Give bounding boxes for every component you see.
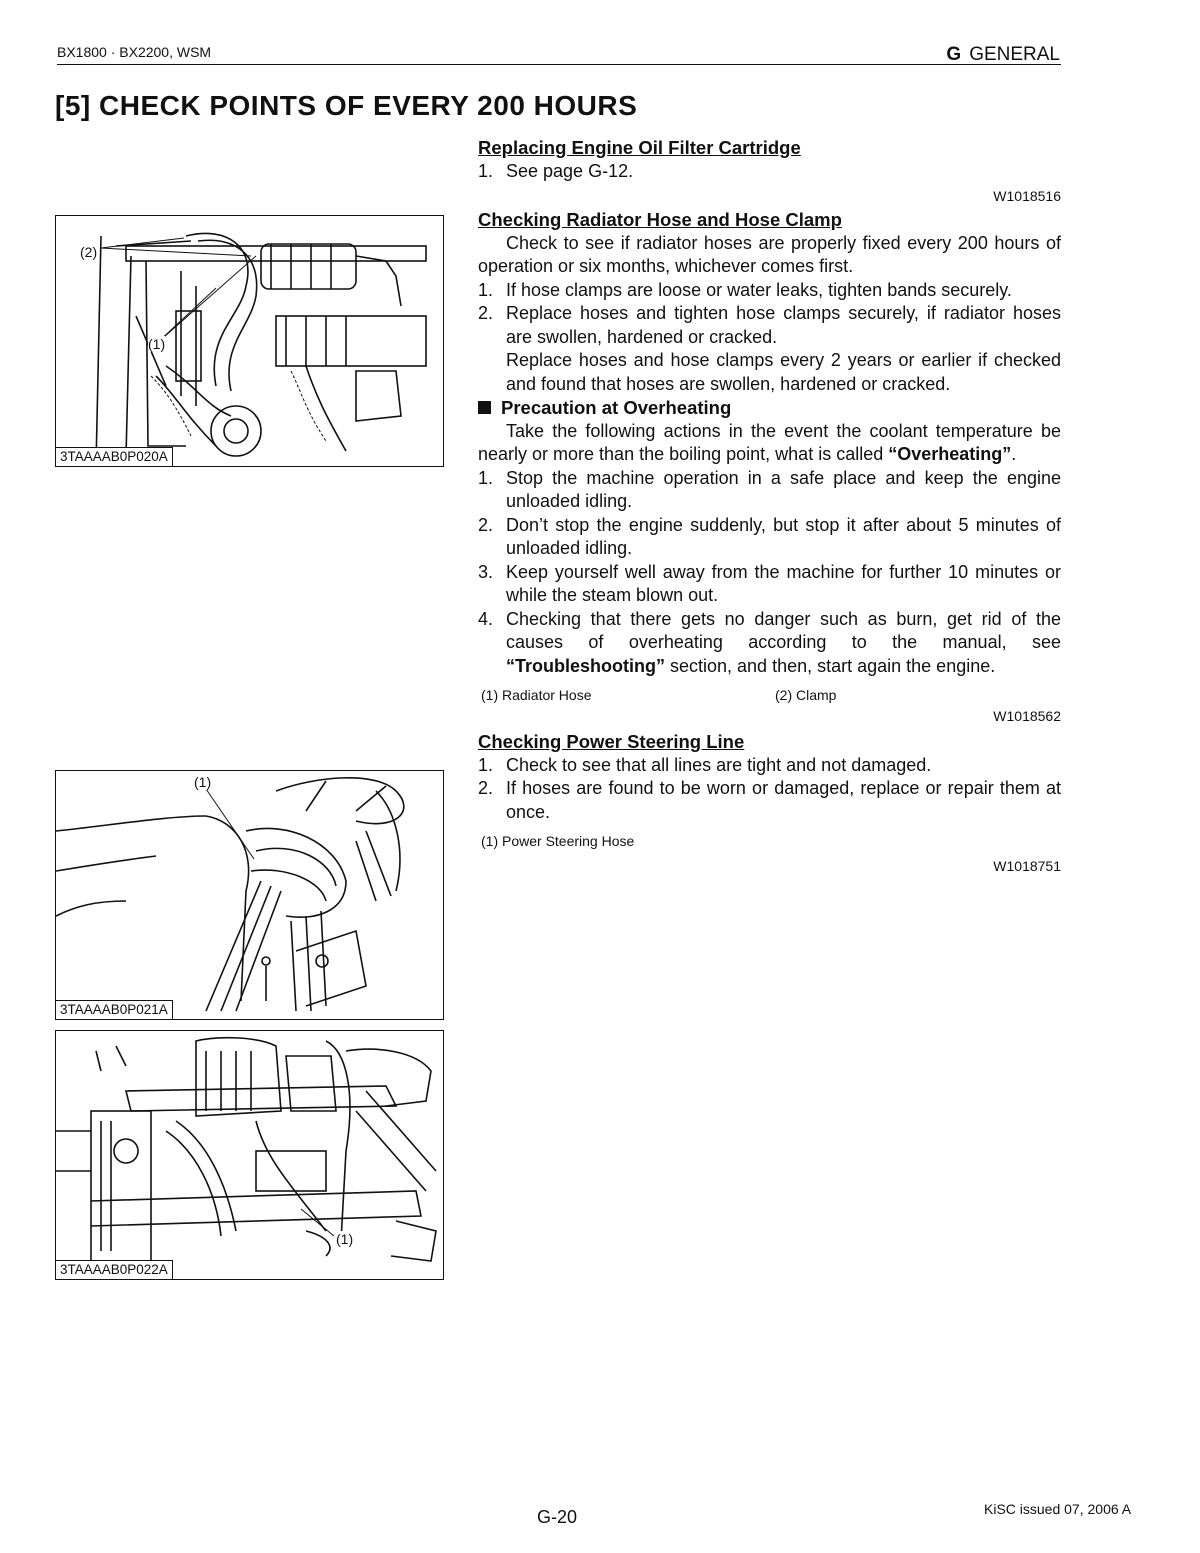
text-column (478, 136, 1061, 876)
steering-code: W1018751 (993, 858, 1061, 874)
steering-line-underside-illustration (56, 1031, 444, 1280)
list-item: 3. Keep yourself well away from the machine for further 10 minutes or while the steam blown out. (478, 561, 1061, 605)
precaution-steps (478, 467, 1061, 679)
list-item: 1. Stop the machine operation in a safe place and keep the engine unloaded idling. (478, 467, 1061, 511)
square-bullet-icon (478, 401, 491, 414)
header-rule (57, 64, 1061, 65)
radiator-code: W1018562 (993, 708, 1061, 724)
list-item: 1. Check to see that all lines are tight and not damaged. (478, 754, 932, 775)
oil-filter-section-title: Replacing Engine Oil Filter Cartridge (478, 137, 801, 158)
section-name: GENERAL (969, 44, 1060, 65)
steering-captions (478, 830, 1061, 852)
precaution-intro: Take the following actions in the event the coolant temperature be nearly or more than the boiling point, what is called “Overheating”. (478, 420, 1061, 464)
list-item: 2. Don’t stop the engine suddenly, but stop it after about 5 minutes of unloaded idling. (478, 514, 1061, 558)
page-title: [5] CHECK POINTS OF EVERY 200 HOURS (55, 90, 638, 121)
figure-radiator-hose (55, 215, 444, 467)
steering-steps (478, 754, 1061, 825)
page-number: G-20 (537, 1507, 578, 1527)
radiator-captions (478, 684, 1061, 706)
steering-section-title: Checking Power Steering Line (478, 731, 745, 752)
list-item: 2. If hoses are found to be worn or damaged, replace or repair them at once. (478, 778, 1061, 822)
radiator-intro: Check to see if radiator hoses are properly fixed every 200 hours of operation or six months, whichever comes first. (478, 232, 1061, 276)
power-steering-illustration (56, 771, 444, 1020)
list-item: 1. See page G-12. (478, 160, 634, 181)
callout-power-steering-hose: (1) (336, 1231, 354, 1247)
figure-code: 3TAAAAB0P021A (56, 1000, 173, 1019)
oil-filter-steps (478, 160, 1061, 184)
radiator-section-title: Checking Radiator Hose and Hose Clamp (478, 209, 842, 230)
section-letter: G (946, 44, 962, 65)
section-header (946, 44, 1060, 66)
precaution-title: Precaution at Overheating (478, 396, 1061, 420)
radiator-steps (478, 279, 1061, 350)
callout-clamp: (2) (80, 244, 98, 260)
figure-code: 3TAAAAB0P022A (56, 1260, 173, 1279)
figure-steering-line-underside (55, 1030, 444, 1280)
issue-info: KiSC issued 07, 2006 A (984, 1501, 1132, 1517)
radiator-hose-illustration (56, 216, 444, 467)
caption-radiator-hose: (1) Radiator Hose (481, 687, 592, 703)
list-item: 1. If hose clamps are loose or water leaks, tighten bands securely. (478, 279, 1012, 300)
list-item: 2. Replace hoses and tighten hose clamps securely, if radiator hoses are swollen, hardened or cracked. (478, 303, 1061, 347)
callout-radiator-hose: (1) (148, 336, 166, 352)
figure-power-steering (55, 770, 444, 1020)
figure-code: 3TAAAAB0P020A (56, 447, 173, 466)
caption-power-steering-hose: (1) Power Steering Hose (481, 833, 635, 849)
caption-clamp: (2) Clamp (775, 687, 837, 703)
callout-power-steering-hose: (1) (194, 774, 212, 790)
radiator-step2-extra: Replace hoses and hose clamps every 2 years or earlier if checked and found that hoses are swollen, hardened or cracked. (506, 350, 1061, 394)
list-item: 4. Checking that there gets no danger such as burn, get rid of the causes of overheating according to the manual, see “Troubleshooting” section, and then, start again the engine. (478, 608, 1061, 676)
manual-model-header: BX1800 · BX2200, WSM (57, 44, 212, 60)
oil-filter-code: W1018516 (993, 188, 1061, 204)
